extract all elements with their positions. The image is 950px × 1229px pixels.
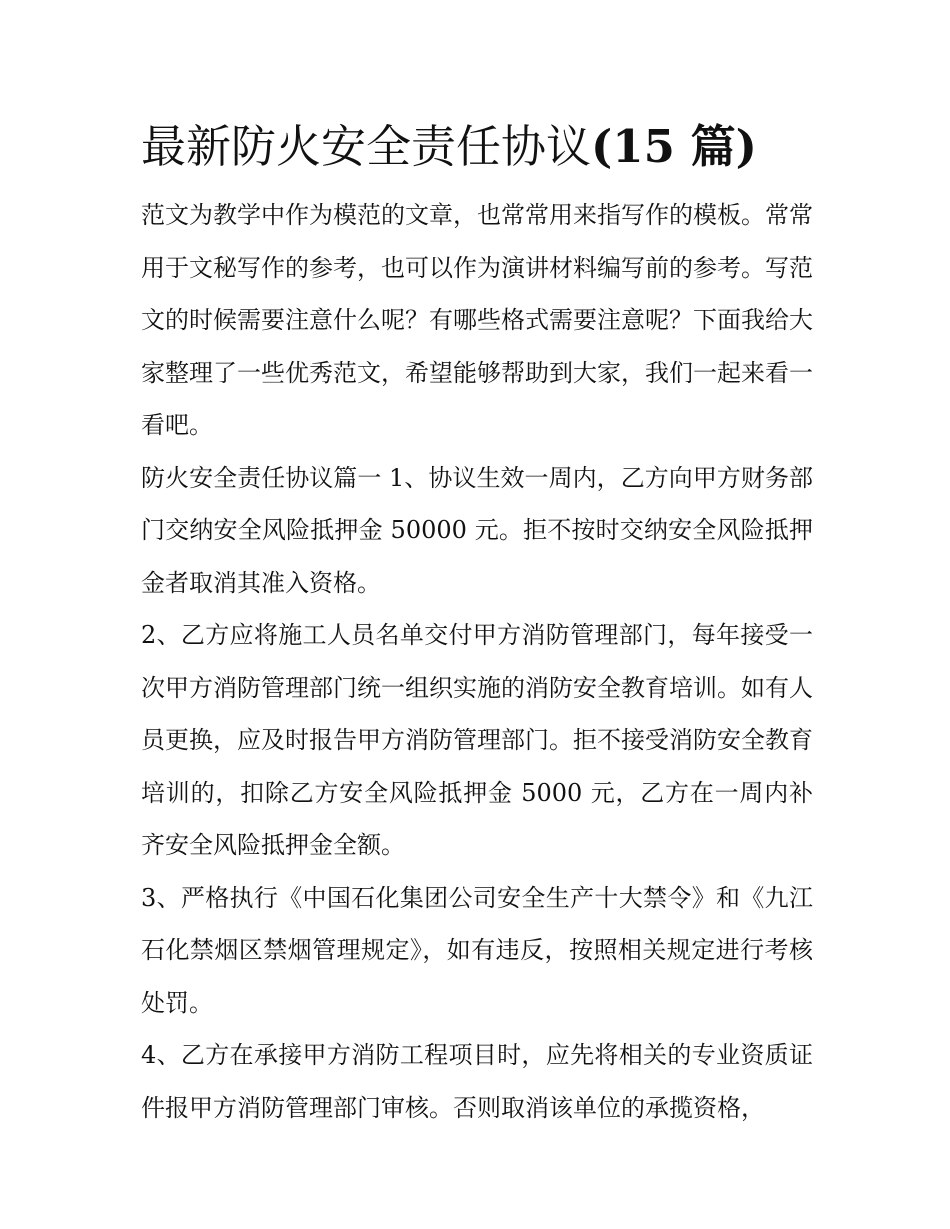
document-body (141, 115, 813, 1134)
clause-paragraph-3: 3、严格执行《中国石化集团公司安全生产十大禁令》和《九江石化禁烟区禁烟管理规定》，如有违反，按照相关规定进行考核处罚。 (141, 883, 813, 1017)
title-main-text: 最新防火安全责任协议 (141, 120, 592, 173)
page-title (141, 115, 813, 179)
clause-paragraph-4: 4、乙方在承接甲方消防工程项目时，应先将相关的专业资质证件报甲方消防管理部门审核。否则取消该单位的承揽资格， (141, 1041, 813, 1122)
clause-paragraph-1: 防火安全责任协议篇一 1、协议生效一周内，乙方向甲方财务部门交纳安全风险抵押金 50000 元。拒不按时交纳安全风险抵押金者取消其准入资格。 (141, 463, 813, 597)
clause-paragraph-2: 2、乙方应将施工人员名单交付甲方消防管理部门，每年接受一次甲方消防管理部门统一组织实施的消防安全教育培训。如有人员更换，应及时报告甲方消防管理部门。拒不接受消防安全教育培训的，扣除乙方安全风险抵押金 5000 元，乙方在一周内补齐安全风险抵押金全额。 (141, 621, 813, 859)
title-suffix-text: (15 篇) (591, 120, 757, 173)
intro-paragraph: 范文为教学中作为模范的文章，也常常用来指写作的模板。常常用于文秘写作的参考，也可以作为演讲材料编写前的参考。写范文的时候需要注意什么呢？有哪些格式需要注意呢？下面我给大家整理了一些优秀范文，希望能够帮助到大家，我们一起来看一看吧。 (141, 201, 813, 439)
